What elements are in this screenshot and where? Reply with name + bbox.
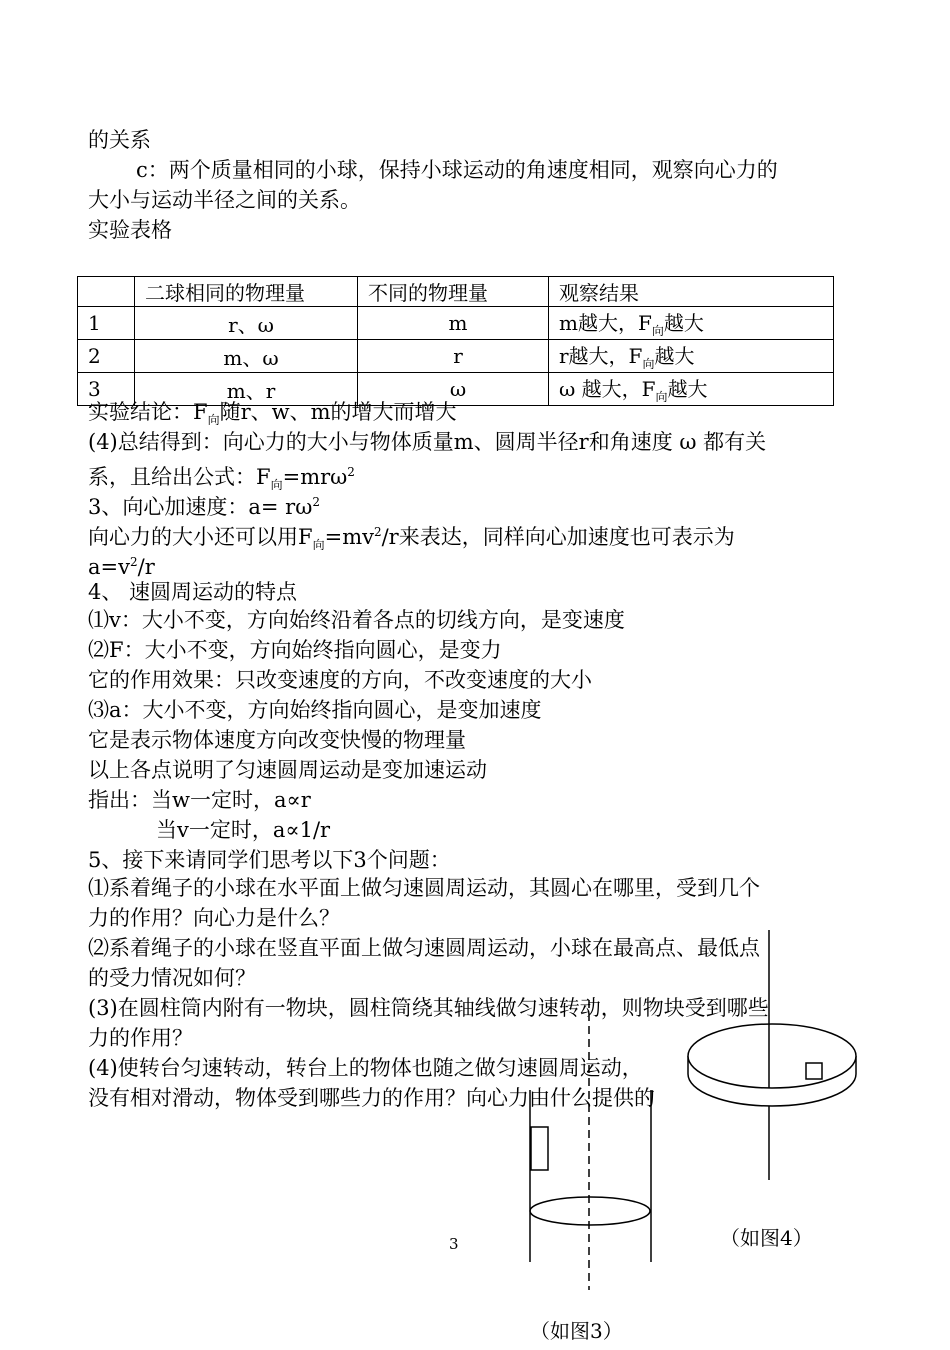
text-line: ⑵F：大小不变，方向始终指向圆心，是变力 <box>88 638 502 662</box>
text-line: 它的作用效果：只改变速度的方向，不改变速度的大小 <box>88 668 592 692</box>
text-line: 当v一定时，a∝1/r <box>156 818 331 842</box>
text-line: 它是表示物体速度方向改变快慢的物理量 <box>88 728 466 752</box>
turntable-figure <box>688 930 856 1180</box>
question-line: ⑵系着绳子的小球在竖直平面上做匀速圆周运动，小球在最高点、最低点 <box>88 936 760 960</box>
text-line: ⑴v：大小不变，方向始终沿着各点的切线方向，是变速度 <box>88 608 625 632</box>
table-cell: m <box>358 307 549 340</box>
table-cell: 1 <box>78 307 135 340</box>
section-heading: 4、 速圆周运动的特点 <box>88 580 298 604</box>
turntable-block <box>806 1063 822 1079</box>
figure-caption-4: （如图4） <box>720 1226 813 1250</box>
text-line: 指出：当w一定时，a∝r <box>88 788 311 812</box>
cylinder-block <box>531 1127 548 1170</box>
page-number: 3 <box>449 1235 459 1253</box>
question-line: ⑴系着绳子的小球在水平面上做匀速圆周运动，其圆心在哪里，受到几个 <box>88 876 760 900</box>
question-line: 力的作用？ <box>88 1026 193 1050</box>
conclusion-line: 实验结论：$F_向$随r、w、m的增大而增大 <box>88 400 457 428</box>
formula-line: 系，且给出公式：$F_向=mr\omega^2$ <box>88 465 355 493</box>
question-line: 的受力情况如何？ <box>88 966 256 990</box>
question-line: (4)使转台匀速转动，转台上的物体也随之做匀速圆周运动， <box>88 1056 643 1080</box>
question-line: 力的作用？向心力是什么？ <box>88 906 340 930</box>
question-line: (3)在圆柱筒内附有一物块，圆柱筒绕其轴线做匀速转动，则物块受到哪些 <box>88 996 769 1020</box>
formula-line: 3、向心加速度：$a= r\omega^2$ <box>88 495 320 519</box>
table-header-cell: 不同的物理量 <box>358 277 549 307</box>
cylinder-figure <box>530 1000 651 1290</box>
table-header-cell: 二球相同的物理量 <box>135 277 358 307</box>
table-cell: r、ω <box>135 307 358 340</box>
table-cell: m、ω <box>135 340 358 373</box>
section-heading: 5、接下来请同学们思考以下3个问题： <box>88 848 451 872</box>
text-line: 以上各点说明了匀速圆周运动是变加速运动 <box>88 758 487 782</box>
cylinder-base-ellipse <box>530 1197 650 1225</box>
table-cell: 2 <box>78 340 135 373</box>
table-cell: r <box>358 340 549 373</box>
text-line: c：两个质量相同的小球，保持小球运动的角速度相同，观察向心力的 <box>136 158 778 182</box>
formula-line: $a=v^2/r$ <box>88 555 155 579</box>
figure-caption-3: （如图3） <box>530 1319 623 1343</box>
text-line: (4)总结得到：向心力的大小与物体质量m、圆周半径r和角速度 ω 都有关 <box>88 430 767 454</box>
table-header-cell: 观察结果 <box>549 277 834 307</box>
turntable-top <box>688 1024 856 1088</box>
section-heading: 实验表格 <box>88 218 172 242</box>
text-line: 大小与运动半径之间的关系。 <box>88 188 361 212</box>
text-line: 的关系 <box>88 128 151 152</box>
table-cell: r越大，$F_向$越大 <box>549 340 834 373</box>
table-cell: m越大，$F_向$越大 <box>549 307 834 340</box>
table-cell: ω 越大，$F_向$越大 <box>549 373 834 406</box>
formula-line: 向心力的大小还可以用$F_向=mv^2/r$来表达，同样向心加速度也可表示为 <box>88 525 735 553</box>
text-line: ⑶a：大小不变，方向始终指向圆心，是变加速度 <box>88 698 542 722</box>
question-line: 没有相对滑动，物体受到哪些力的作用？向心力由什么提供的 <box>88 1086 655 1110</box>
table-cell: m、r <box>135 373 358 406</box>
table-cell: 3 <box>78 373 135 406</box>
table-cell: ω <box>358 373 549 406</box>
